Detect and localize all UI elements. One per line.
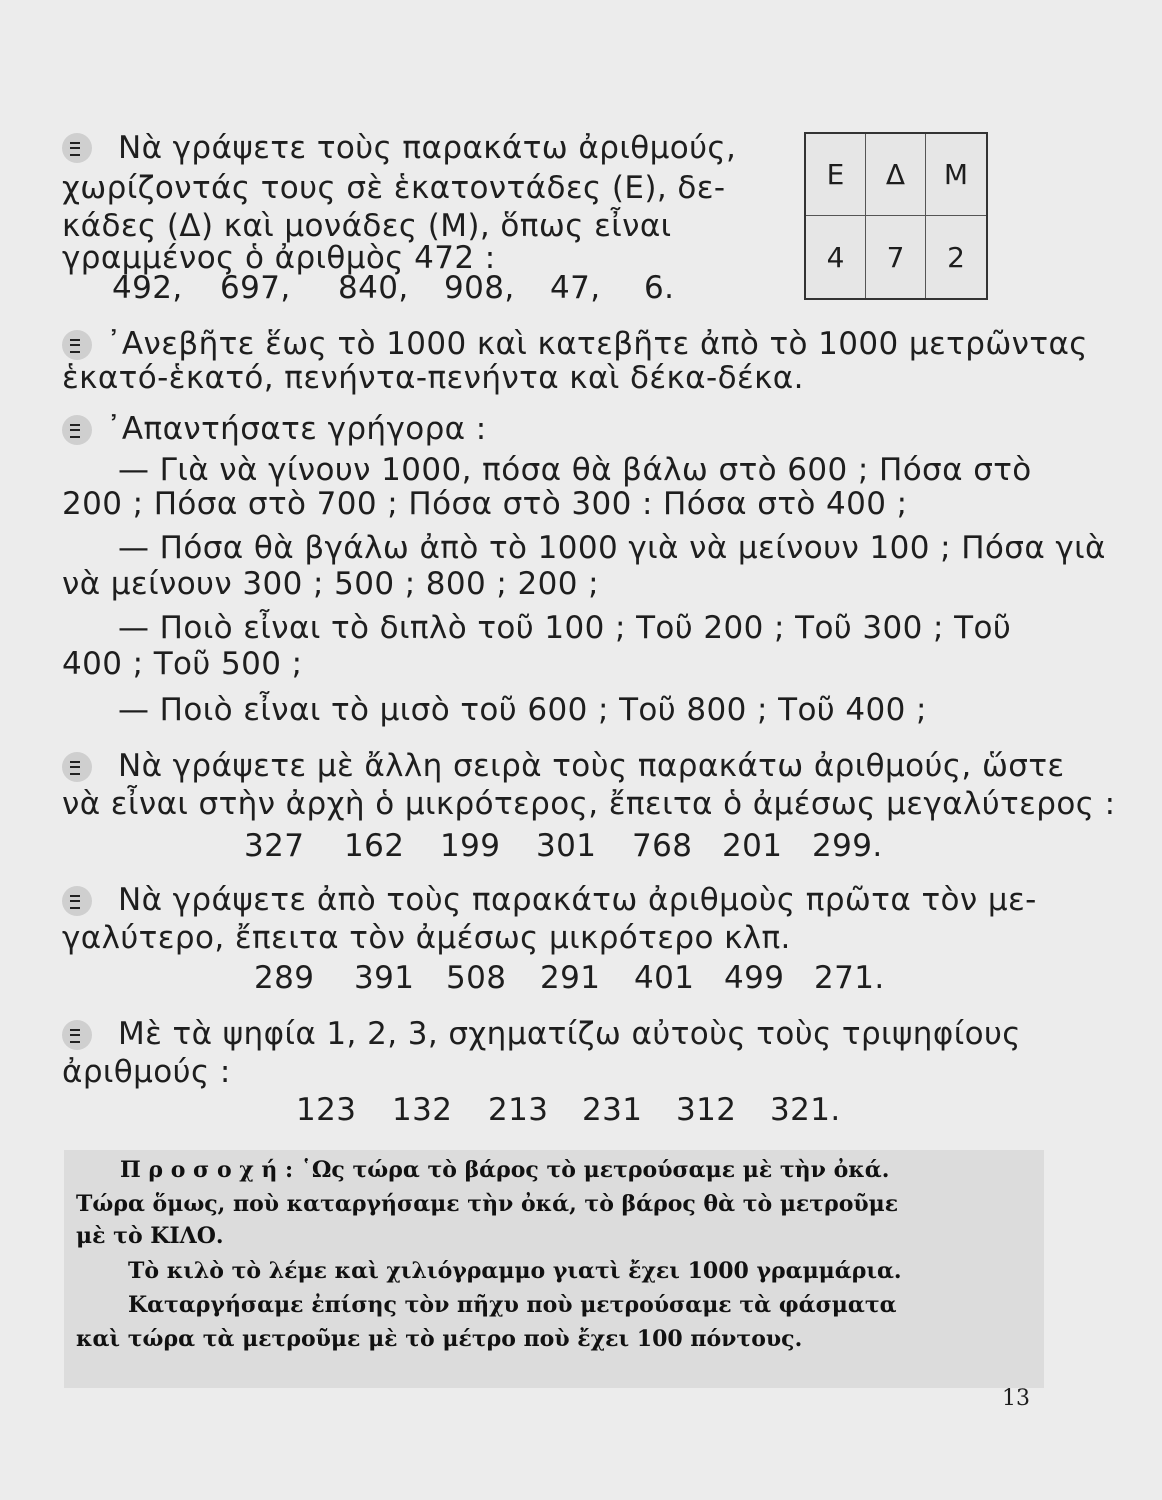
- ex3-line-7: — Ποιὸ εἶναι τὸ μισὸ τοῦ 600 ; Τοῦ 800 ; Τοῦ 400 ;: [118, 692, 927, 728]
- number: 231: [582, 1092, 643, 1128]
- ex2-line-1: ᾿Ανεβῆτε ἕως τὸ 1000 καὶ κατεβῆτε ἀπὸ τὸ 1000 μετρῶντας: [106, 326, 1088, 362]
- number: 199: [440, 828, 501, 864]
- number: 271.: [814, 960, 885, 996]
- number: 401: [634, 960, 695, 996]
- notice-line-6: καὶ τώρα τὰ μετροῦμε μὲ τὸ μέτρο ποὺ ἔχει 100 πόντους.: [76, 1326, 803, 1352]
- ex1-line-3: κάδες (Δ) καὶ μονάδες (Μ), ὅπως εἶναι: [62, 208, 672, 244]
- number: 6.: [644, 270, 675, 306]
- ex3-line-5: — Ποιὸ εἶναι τὸ διπλὸ τοῦ 100 ; Τοῦ 200 ; Τοῦ 300 ; Τοῦ: [118, 610, 1012, 646]
- bullet-icon: [62, 133, 92, 163]
- number: 508: [446, 960, 507, 996]
- digit-units: 2: [947, 240, 965, 274]
- ex6-line-1: Μὲ τὰ ψηφία 1, 2, 3, σχηματίζω αὐτοὺς τοὺς τριψηφίους: [118, 1016, 1021, 1052]
- header-units: Μ: [926, 134, 986, 216]
- number: 132: [392, 1092, 453, 1128]
- number: 299.: [812, 828, 883, 864]
- ex2-line-2: ἑκατό-ἑκατό, πενήντα-πενήντα καὶ δέκα-δέκα.: [62, 360, 804, 396]
- ex1-line-2: χωρίζοντάς τους σὲ ἑκατοντάδες (Ε), δε-: [62, 170, 726, 206]
- number: 840,: [338, 270, 409, 306]
- header-tens: Δ: [866, 134, 926, 216]
- page-number: 13: [1002, 1386, 1030, 1411]
- digit-tens: 7: [866, 216, 926, 298]
- notice-line-1: Π ρ ο σ ο χ ή : ῾Ως τώρα τὸ βάρος τὸ μετρούσαμε μὲ τὴν ὀκά.: [120, 1157, 890, 1183]
- number: 213: [488, 1092, 549, 1128]
- header-hundreds: Ε: [806, 134, 866, 216]
- number: 301: [536, 828, 597, 864]
- number: 499: [724, 960, 785, 996]
- ex1-numbers: [112, 268, 674, 308]
- ex5-line-2: γαλύτερο, ἔπειτα τὸν ἀμέσως μικρότερο κλπ.: [62, 920, 791, 956]
- bullet-icon: [62, 330, 92, 360]
- number: 321.: [770, 1092, 841, 1128]
- number: 768: [632, 828, 693, 864]
- bullet-icon: [62, 886, 92, 916]
- notice-line-5: Καταργήσαμε ἐπίσης τὸν πῆχυ ποὺ μετρούσαμε τὰ φάσματα: [128, 1292, 897, 1318]
- bullet-icon: [62, 415, 92, 445]
- ex1-line-4: γραμμένος ὁ ἀριθμὸς 472 :: [62, 240, 496, 276]
- ex4-numbers: [244, 826, 883, 866]
- ex3-intro: ᾿Απαντήσατε γρήγορα :: [106, 411, 487, 447]
- bullet-icon: [62, 1020, 92, 1050]
- number: 312: [676, 1092, 737, 1128]
- number: 162: [344, 828, 405, 864]
- ex6-line-2: ἀριθμούς :: [62, 1054, 231, 1090]
- number: 391: [354, 960, 415, 996]
- ex3-line-1: — Γιὰ νὰ γίνουν 1000, πόσα θὰ βάλω στὸ 600 ; Πόσα στὸ: [118, 452, 1032, 488]
- digit-hundreds: 4: [806, 216, 866, 298]
- ex5-numbers: [254, 958, 885, 998]
- ex5-line-1: Νὰ γράψετε ἀπὸ τοὺς παρακάτω ἀριθμοὺς πρῶτα τὸν με-: [118, 882, 1037, 918]
- number: 291: [540, 960, 601, 996]
- number: 201: [722, 828, 783, 864]
- notice-line-4: Τὸ κιλὸ τὸ λέμε καὶ χιλιόγραμμο γιατὶ ἔχει 1000 γραμμάρια.: [128, 1258, 902, 1284]
- number: 47,: [550, 270, 601, 306]
- ex4-line-1: Νὰ γράψετε μὲ ἄλλη σειρὰ τοὺς παρακάτω ἀριθμούς, ὥστε: [118, 748, 1065, 784]
- notice-line-3: μὲ τὸ ΚΙΛΟ.: [76, 1223, 224, 1249]
- ex3-line-2: 200 ; Πόσα στὸ 700 ; Πόσα στὸ 300 : Πόσα στὸ 400 ;: [62, 486, 908, 522]
- ex3-line-6: 400 ; Τοῦ 500 ;: [62, 646, 303, 682]
- ex3-line-4: νὰ μείνουν 300 ; 500 ; 800 ; 200 ;: [62, 566, 599, 602]
- ex4-line-2: νὰ εἶναι στὴν ἀρχὴ ὁ μικρότερος, ἔπειτα ὁ ἀμέσως μεγαλύτερος :: [62, 786, 1116, 822]
- bullet-icon: [62, 752, 92, 782]
- ex6-numbers: [296, 1090, 841, 1130]
- ex1-line-1: Νὰ γράψετε τοὺς παρακάτω ἀριθμούς,: [118, 130, 737, 166]
- ex3-line-3: — Πόσα θὰ βγάλω ἀπὸ τὸ 1000 γιὰ νὰ μείνουν 100 ; Πόσα γιὰ: [118, 530, 1106, 566]
- number: 492,: [112, 270, 183, 306]
- number: 697,: [220, 270, 291, 306]
- place-value-table: [804, 132, 988, 300]
- number: 327: [244, 828, 305, 864]
- number: 908,: [444, 270, 515, 306]
- number: 123: [296, 1092, 357, 1128]
- notice-line-2: Τώρα ὅμως, ποὺ καταργήσαμε τὴν ὀκά, τὸ βάρος θὰ τὸ μετροῦμε: [76, 1191, 899, 1217]
- number: 289: [254, 960, 315, 996]
